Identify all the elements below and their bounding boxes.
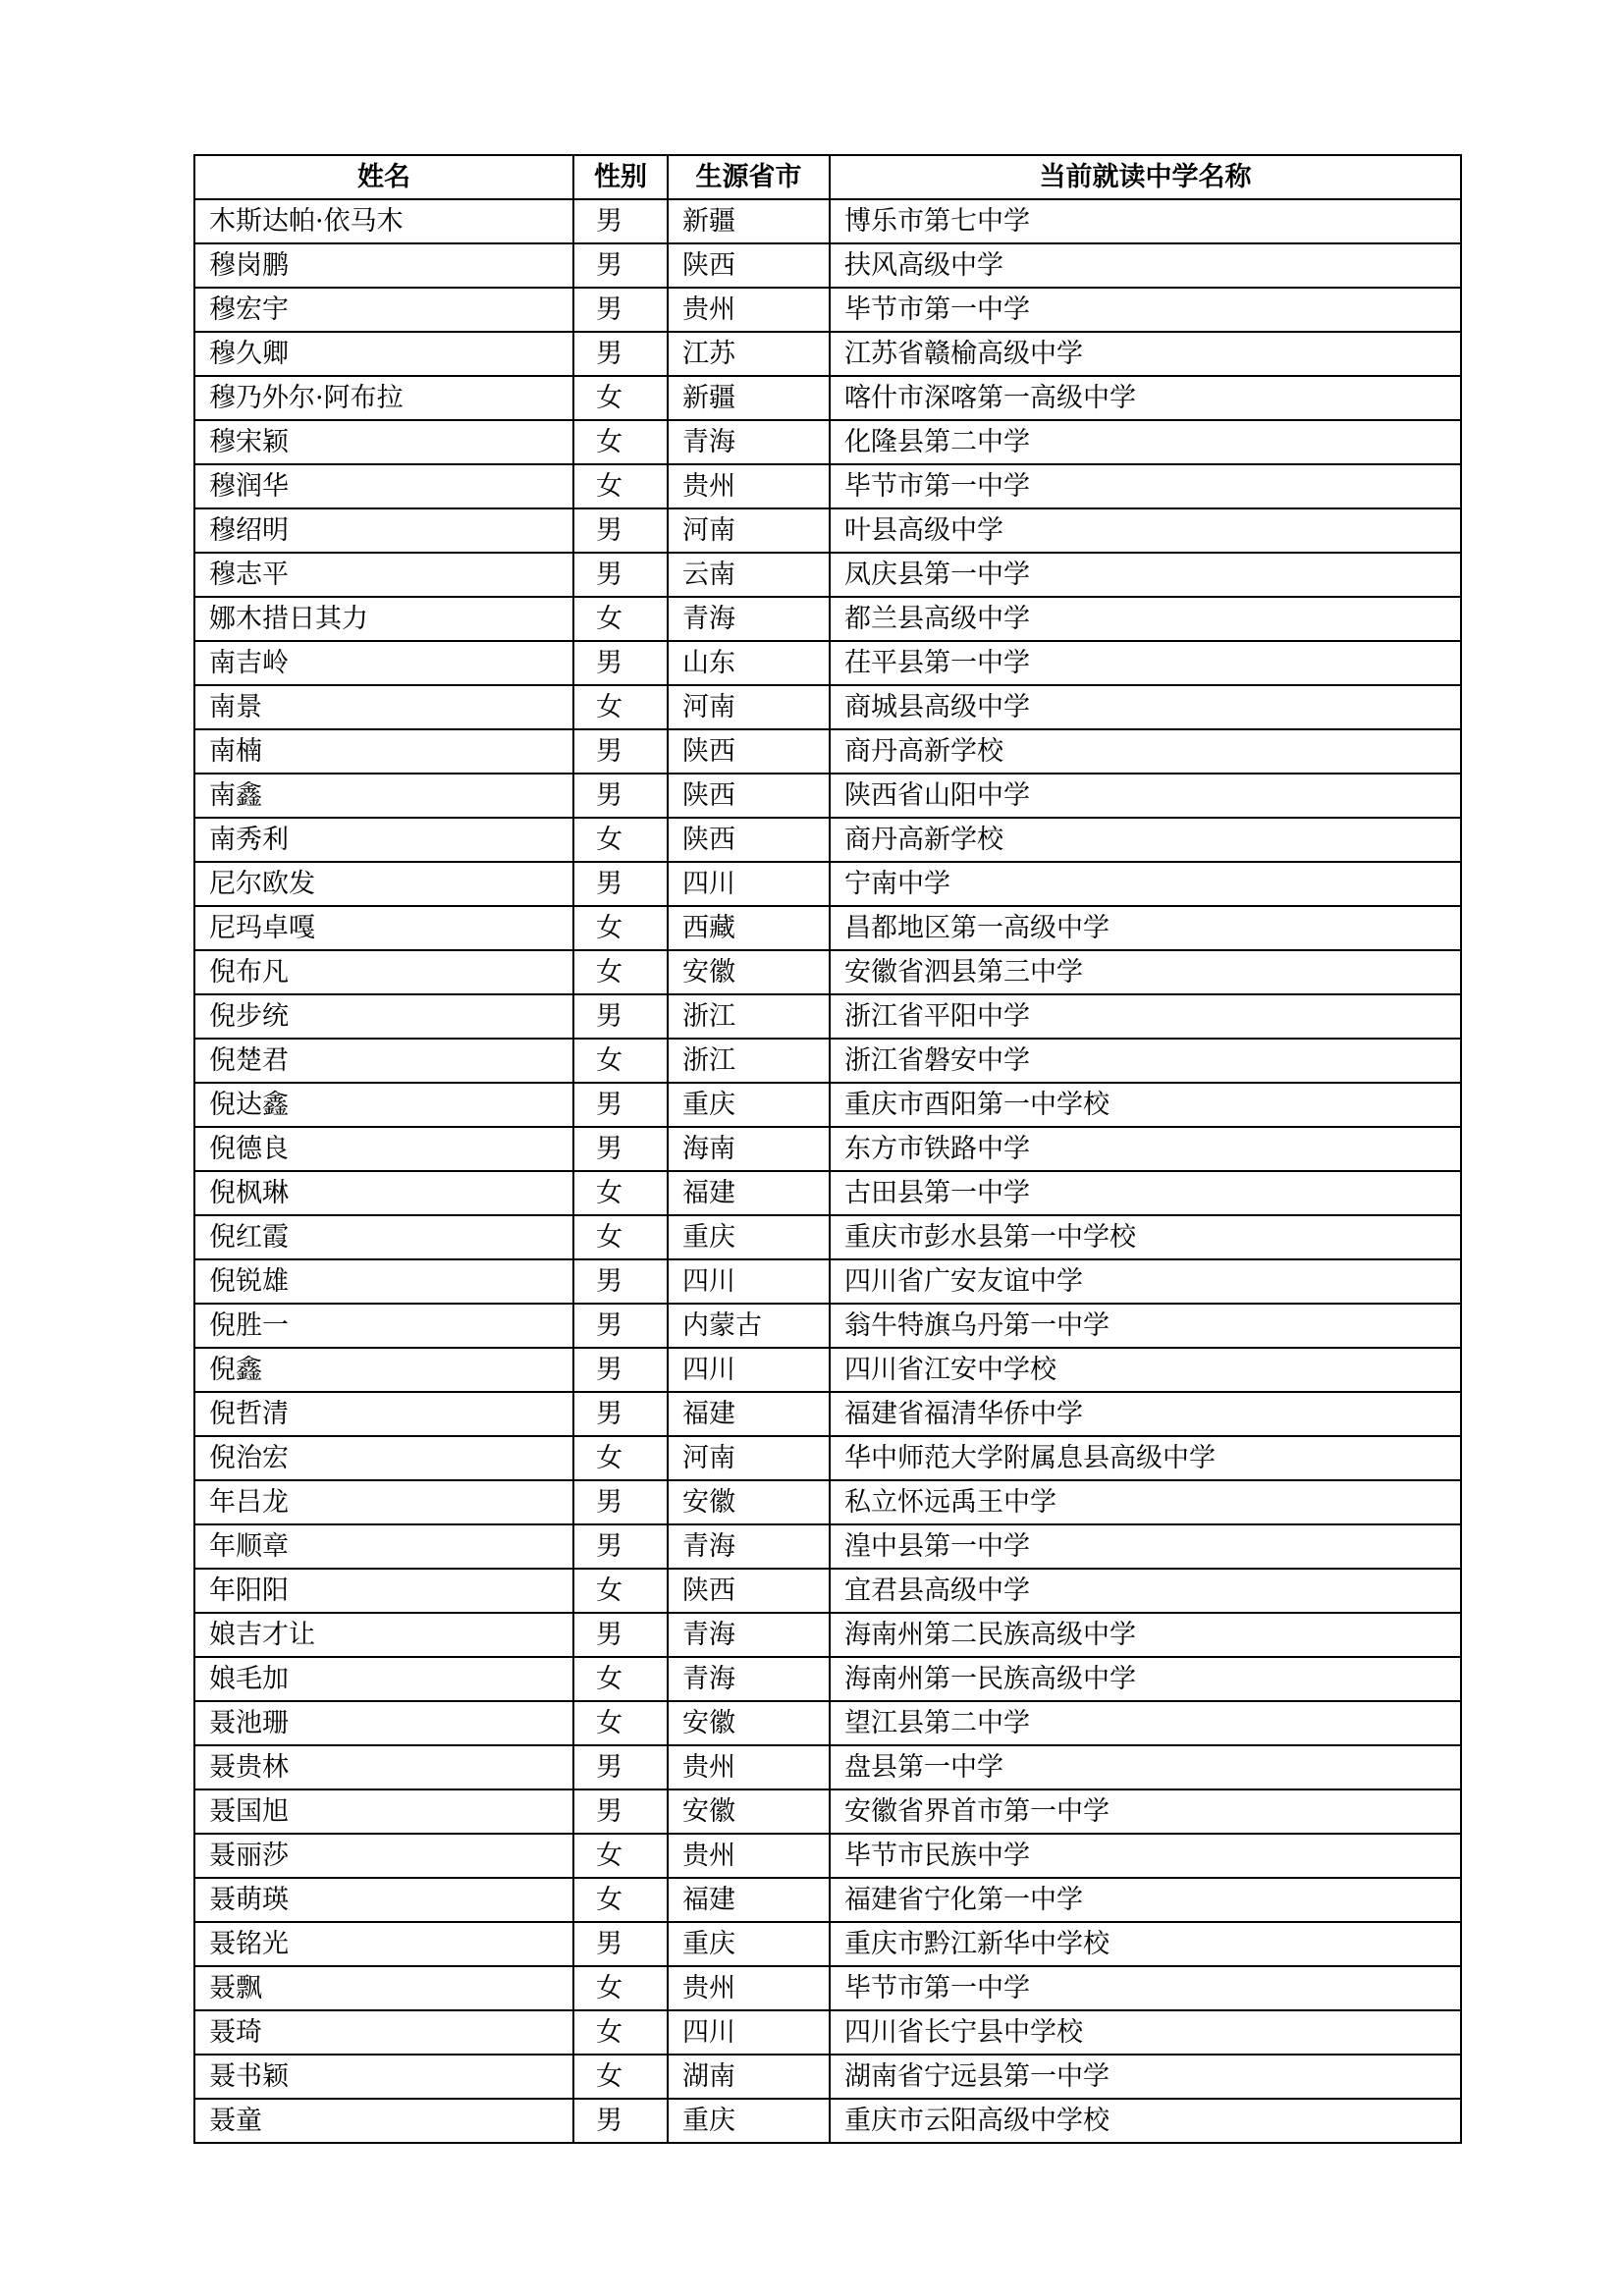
cell-province: 陕西 bbox=[668, 1569, 830, 1613]
cell-name: 娘吉才让 bbox=[194, 1613, 573, 1657]
table-body bbox=[194, 199, 1461, 2143]
cell-gender: 男 bbox=[573, 1789, 668, 1834]
cell-gender: 男 bbox=[573, 1745, 668, 1789]
cell-school: 茌平县第一中学 bbox=[830, 641, 1461, 685]
cell-name: 穆润华 bbox=[194, 464, 573, 508]
cell-province: 贵州 bbox=[668, 288, 830, 332]
cell-province: 重庆 bbox=[668, 2099, 830, 2143]
cell-gender: 男 bbox=[573, 862, 668, 906]
cell-school: 毕节市第一中学 bbox=[830, 1966, 1461, 2010]
cell-gender: 女 bbox=[573, 906, 668, 950]
cell-gender: 男 bbox=[573, 1259, 668, 1304]
cell-school: 毕节市第一中学 bbox=[830, 464, 1461, 508]
cell-gender: 女 bbox=[573, 1701, 668, 1745]
cell-school: 四川省江安中学校 bbox=[830, 1348, 1461, 1392]
cell-name: 聂铭光 bbox=[194, 1922, 573, 1966]
table-row bbox=[194, 597, 1461, 641]
cell-school: 湟中县第一中学 bbox=[830, 1524, 1461, 1569]
cell-gender: 女 bbox=[573, 2010, 668, 2055]
cell-province: 新疆 bbox=[668, 199, 830, 243]
cell-gender: 男 bbox=[573, 1922, 668, 1966]
cell-school: 安徽省界首市第一中学 bbox=[830, 1789, 1461, 1834]
cell-province: 河南 bbox=[668, 685, 830, 729]
cell-gender: 男 bbox=[573, 288, 668, 332]
cell-gender: 男 bbox=[573, 1127, 668, 1171]
cell-province: 山东 bbox=[668, 641, 830, 685]
cell-school: 重庆市云阳高级中学校 bbox=[830, 2099, 1461, 2143]
table-row bbox=[194, 332, 1461, 376]
cell-province: 河南 bbox=[668, 508, 830, 553]
cell-province: 浙江 bbox=[668, 994, 830, 1039]
cell-school: 重庆市彭水县第一中学校 bbox=[830, 1215, 1461, 1259]
cell-province: 福建 bbox=[668, 1171, 830, 1215]
header-province: 生源省市 bbox=[668, 155, 830, 199]
table-row bbox=[194, 376, 1461, 420]
cell-gender: 女 bbox=[573, 818, 668, 862]
table-row bbox=[194, 2055, 1461, 2099]
cell-name: 倪锐雄 bbox=[194, 1259, 573, 1304]
cell-name: 南秀利 bbox=[194, 818, 573, 862]
cell-gender: 男 bbox=[573, 641, 668, 685]
table-row bbox=[194, 553, 1461, 597]
cell-gender: 女 bbox=[573, 1215, 668, 1259]
cell-province: 贵州 bbox=[668, 1745, 830, 1789]
cell-name: 聂书颖 bbox=[194, 2055, 573, 2099]
cell-province: 江苏 bbox=[668, 332, 830, 376]
cell-province: 陕西 bbox=[668, 774, 830, 818]
table-row bbox=[194, 1215, 1461, 1259]
cell-gender: 男 bbox=[573, 1480, 668, 1524]
cell-name: 倪治宏 bbox=[194, 1436, 573, 1480]
cell-school: 商丹高新学校 bbox=[830, 818, 1461, 862]
cell-name: 倪哲清 bbox=[194, 1392, 573, 1436]
cell-name: 尼玛卓嘎 bbox=[194, 906, 573, 950]
table-row bbox=[194, 774, 1461, 818]
cell-gender: 男 bbox=[573, 1613, 668, 1657]
cell-province: 重庆 bbox=[668, 1922, 830, 1966]
table-row bbox=[194, 950, 1461, 994]
cell-province: 青海 bbox=[668, 1524, 830, 1569]
cell-school: 昌都地区第一高级中学 bbox=[830, 906, 1461, 950]
table-row bbox=[194, 1127, 1461, 1171]
cell-name: 穆宋颖 bbox=[194, 420, 573, 464]
cell-province: 青海 bbox=[668, 1613, 830, 1657]
table-row bbox=[194, 1834, 1461, 1878]
table-row bbox=[194, 1436, 1461, 1480]
cell-school: 四川省长宁县中学校 bbox=[830, 2010, 1461, 2055]
cell-name: 穆久卿 bbox=[194, 332, 573, 376]
table-row bbox=[194, 1171, 1461, 1215]
cell-name: 倪鑫 bbox=[194, 1348, 573, 1392]
cell-school: 海南州第一民族高级中学 bbox=[830, 1657, 1461, 1701]
table-row bbox=[194, 2099, 1461, 2143]
cell-gender: 男 bbox=[573, 1348, 668, 1392]
cell-gender: 男 bbox=[573, 508, 668, 553]
cell-school: 商城县高级中学 bbox=[830, 685, 1461, 729]
table-row bbox=[194, 1613, 1461, 1657]
cell-province: 陕西 bbox=[668, 818, 830, 862]
table-header-row bbox=[194, 155, 1461, 199]
cell-gender: 女 bbox=[573, 464, 668, 508]
table-row bbox=[194, 729, 1461, 774]
cell-school: 翁牛特旗乌丹第一中学 bbox=[830, 1304, 1461, 1348]
cell-province: 河南 bbox=[668, 1436, 830, 1480]
table-row bbox=[194, 1745, 1461, 1789]
cell-school: 福建省福清华侨中学 bbox=[830, 1392, 1461, 1436]
cell-province: 四川 bbox=[668, 1348, 830, 1392]
table-row bbox=[194, 685, 1461, 729]
cell-name: 聂池珊 bbox=[194, 1701, 573, 1745]
cell-gender: 女 bbox=[573, 685, 668, 729]
cell-name: 聂萌瑛 bbox=[194, 1878, 573, 1922]
table-row bbox=[194, 994, 1461, 1039]
table-row bbox=[194, 1789, 1461, 1834]
cell-name: 聂国旭 bbox=[194, 1789, 573, 1834]
table-row bbox=[194, 1966, 1461, 2010]
cell-name: 穆岗鹏 bbox=[194, 243, 573, 288]
cell-gender: 女 bbox=[573, 597, 668, 641]
cell-province: 新疆 bbox=[668, 376, 830, 420]
cell-gender: 女 bbox=[573, 1966, 668, 2010]
table-row bbox=[194, 1878, 1461, 1922]
cell-province: 青海 bbox=[668, 1657, 830, 1701]
cell-gender: 女 bbox=[573, 2055, 668, 2099]
cell-name: 聂童 bbox=[194, 2099, 573, 2143]
cell-province: 云南 bbox=[668, 553, 830, 597]
cell-province: 福建 bbox=[668, 1392, 830, 1436]
table-row bbox=[194, 1083, 1461, 1127]
cell-school: 宁南中学 bbox=[830, 862, 1461, 906]
student-list-table-container bbox=[193, 154, 1460, 2144]
cell-school: 叶县高级中学 bbox=[830, 508, 1461, 553]
table-row bbox=[194, 1524, 1461, 1569]
table-row bbox=[194, 420, 1461, 464]
cell-school: 望江县第二中学 bbox=[830, 1701, 1461, 1745]
cell-province: 安徽 bbox=[668, 1701, 830, 1745]
cell-gender: 男 bbox=[573, 553, 668, 597]
cell-school: 江苏省赣榆高级中学 bbox=[830, 332, 1461, 376]
header-name: 姓名 bbox=[194, 155, 573, 199]
cell-gender: 男 bbox=[573, 1304, 668, 1348]
cell-school: 古田县第一中学 bbox=[830, 1171, 1461, 1215]
cell-province: 福建 bbox=[668, 1878, 830, 1922]
cell-school: 喀什市深喀第一高级中学 bbox=[830, 376, 1461, 420]
cell-gender: 女 bbox=[573, 1436, 668, 1480]
cell-province: 贵州 bbox=[668, 1966, 830, 2010]
table-row bbox=[194, 1348, 1461, 1392]
cell-name: 穆绍明 bbox=[194, 508, 573, 553]
table-row bbox=[194, 1259, 1461, 1304]
cell-gender: 男 bbox=[573, 1524, 668, 1569]
table-row bbox=[194, 1480, 1461, 1524]
cell-name: 聂丽莎 bbox=[194, 1834, 573, 1878]
cell-school: 都兰县高级中学 bbox=[830, 597, 1461, 641]
table-row bbox=[194, 641, 1461, 685]
cell-gender: 女 bbox=[573, 1171, 668, 1215]
table-row bbox=[194, 1392, 1461, 1436]
cell-school: 商丹高新学校 bbox=[830, 729, 1461, 774]
cell-school: 华中师范大学附属息县高级中学 bbox=[830, 1436, 1461, 1480]
cell-province: 安徽 bbox=[668, 950, 830, 994]
table-row bbox=[194, 288, 1461, 332]
cell-name: 聂贵林 bbox=[194, 1745, 573, 1789]
cell-gender: 男 bbox=[573, 199, 668, 243]
cell-school: 毕节市民族中学 bbox=[830, 1834, 1461, 1878]
cell-province: 四川 bbox=[668, 1259, 830, 1304]
cell-gender: 女 bbox=[573, 950, 668, 994]
cell-province: 西藏 bbox=[668, 906, 830, 950]
cell-name: 穆宏宇 bbox=[194, 288, 573, 332]
cell-name: 穆志平 bbox=[194, 553, 573, 597]
cell-name: 娘毛加 bbox=[194, 1657, 573, 1701]
cell-school: 宜君县高级中学 bbox=[830, 1569, 1461, 1613]
cell-name: 倪德良 bbox=[194, 1127, 573, 1171]
cell-name: 南吉岭 bbox=[194, 641, 573, 685]
cell-province: 陕西 bbox=[668, 243, 830, 288]
table-row bbox=[194, 1039, 1461, 1083]
cell-gender: 女 bbox=[573, 376, 668, 420]
cell-gender: 男 bbox=[573, 2099, 668, 2143]
cell-school: 重庆市黔江新华中学校 bbox=[830, 1922, 1461, 1966]
cell-province: 青海 bbox=[668, 597, 830, 641]
cell-school: 重庆市酉阳第一中学校 bbox=[830, 1083, 1461, 1127]
table-row bbox=[194, 1569, 1461, 1613]
cell-province: 四川 bbox=[668, 862, 830, 906]
cell-school: 凤庆县第一中学 bbox=[830, 553, 1461, 597]
cell-gender: 女 bbox=[573, 1878, 668, 1922]
cell-province: 海南 bbox=[668, 1127, 830, 1171]
cell-gender: 女 bbox=[573, 1569, 668, 1613]
table-row bbox=[194, 199, 1461, 243]
cell-name: 尼尔欧发 bbox=[194, 862, 573, 906]
cell-school: 陕西省山阳中学 bbox=[830, 774, 1461, 818]
cell-name: 年顺章 bbox=[194, 1524, 573, 1569]
cell-gender: 女 bbox=[573, 1039, 668, 1083]
cell-province: 青海 bbox=[668, 420, 830, 464]
cell-province: 陕西 bbox=[668, 729, 830, 774]
cell-province: 安徽 bbox=[668, 1789, 830, 1834]
cell-gender: 男 bbox=[573, 1392, 668, 1436]
cell-school: 私立怀远禹王中学 bbox=[830, 1480, 1461, 1524]
cell-name: 木斯达帕·依马木 bbox=[194, 199, 573, 243]
cell-name: 倪步统 bbox=[194, 994, 573, 1039]
cell-school: 化隆县第二中学 bbox=[830, 420, 1461, 464]
table-row bbox=[194, 243, 1461, 288]
header-gender: 性别 bbox=[573, 155, 668, 199]
cell-school: 扶风高级中学 bbox=[830, 243, 1461, 288]
cell-province: 内蒙古 bbox=[668, 1304, 830, 1348]
cell-name: 娜木措日其力 bbox=[194, 597, 573, 641]
table-row bbox=[194, 464, 1461, 508]
table-row bbox=[194, 1701, 1461, 1745]
table-row bbox=[194, 1304, 1461, 1348]
cell-province: 重庆 bbox=[668, 1215, 830, 1259]
cell-province: 四川 bbox=[668, 2010, 830, 2055]
cell-gender: 女 bbox=[573, 1657, 668, 1701]
cell-school: 东方市铁路中学 bbox=[830, 1127, 1461, 1171]
cell-province: 湖南 bbox=[668, 2055, 830, 2099]
cell-name: 倪达鑫 bbox=[194, 1083, 573, 1127]
cell-province: 浙江 bbox=[668, 1039, 830, 1083]
cell-gender: 女 bbox=[573, 420, 668, 464]
table-row bbox=[194, 1657, 1461, 1701]
cell-gender: 男 bbox=[573, 994, 668, 1039]
header-school: 当前就读中学名称 bbox=[830, 155, 1461, 199]
cell-province: 安徽 bbox=[668, 1480, 830, 1524]
cell-name: 穆乃外尔·阿布拉 bbox=[194, 376, 573, 420]
cell-province: 贵州 bbox=[668, 464, 830, 508]
cell-name: 聂飘 bbox=[194, 1966, 573, 2010]
cell-gender: 男 bbox=[573, 332, 668, 376]
cell-gender: 男 bbox=[573, 729, 668, 774]
cell-school: 盘县第一中学 bbox=[830, 1745, 1461, 1789]
cell-school: 浙江省平阳中学 bbox=[830, 994, 1461, 1039]
cell-gender: 男 bbox=[573, 243, 668, 288]
cell-name: 南鑫 bbox=[194, 774, 573, 818]
cell-school: 浙江省磐安中学 bbox=[830, 1039, 1461, 1083]
cell-name: 年阳阳 bbox=[194, 1569, 573, 1613]
cell-name: 倪胜一 bbox=[194, 1304, 573, 1348]
table-row bbox=[194, 2010, 1461, 2055]
table-row bbox=[194, 862, 1461, 906]
cell-school: 福建省宁化第一中学 bbox=[830, 1878, 1461, 1922]
cell-name: 聂琦 bbox=[194, 2010, 573, 2055]
cell-name: 倪布凡 bbox=[194, 950, 573, 994]
cell-gender: 女 bbox=[573, 1834, 668, 1878]
cell-name: 倪枫琳 bbox=[194, 1171, 573, 1215]
cell-gender: 男 bbox=[573, 1083, 668, 1127]
cell-school: 四川省广安友谊中学 bbox=[830, 1259, 1461, 1304]
cell-name: 年吕龙 bbox=[194, 1480, 573, 1524]
table-row bbox=[194, 1922, 1461, 1966]
cell-name: 南景 bbox=[194, 685, 573, 729]
cell-gender: 男 bbox=[573, 774, 668, 818]
table-row bbox=[194, 906, 1461, 950]
cell-school: 安徽省泗县第三中学 bbox=[830, 950, 1461, 994]
cell-name: 南楠 bbox=[194, 729, 573, 774]
cell-school: 毕节市第一中学 bbox=[830, 288, 1461, 332]
cell-school: 湖南省宁远县第一中学 bbox=[830, 2055, 1461, 2099]
table-row bbox=[194, 818, 1461, 862]
cell-school: 博乐市第七中学 bbox=[830, 199, 1461, 243]
cell-name: 倪楚君 bbox=[194, 1039, 573, 1083]
cell-name: 倪红霞 bbox=[194, 1215, 573, 1259]
cell-school: 海南州第二民族高级中学 bbox=[830, 1613, 1461, 1657]
student-list-table bbox=[193, 154, 1462, 2144]
cell-province: 贵州 bbox=[668, 1834, 830, 1878]
table-row bbox=[194, 508, 1461, 553]
cell-province: 重庆 bbox=[668, 1083, 830, 1127]
